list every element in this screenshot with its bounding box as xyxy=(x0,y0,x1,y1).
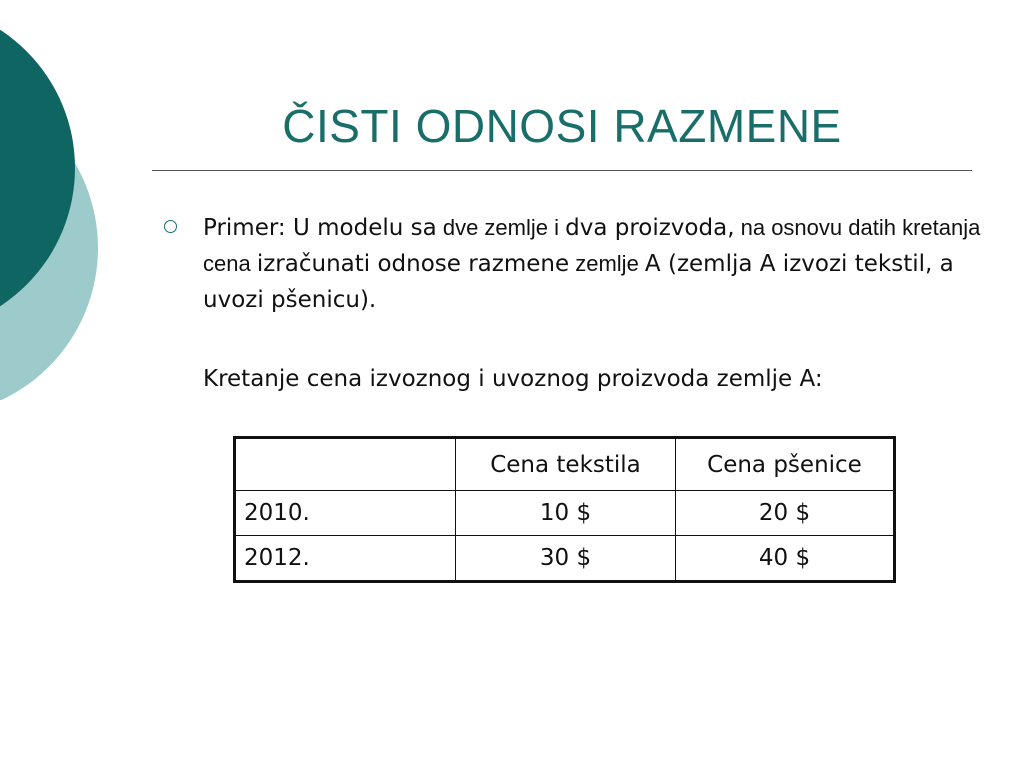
header-cell: Cena tekstila xyxy=(456,438,676,491)
year-cell: 2010. xyxy=(235,491,456,536)
bullet-paragraph xyxy=(203,210,983,318)
table-row xyxy=(235,491,895,536)
slide-title: ČISTI ODNOSI RAZMENE xyxy=(282,100,842,152)
text-run: izračunati odnose razmene xyxy=(256,251,570,277)
text-run: Primer: U modelu sa xyxy=(203,215,437,241)
decorative-circles xyxy=(0,0,110,400)
title-divider xyxy=(152,170,972,171)
wheat-price-cell: 40 $ xyxy=(676,536,895,582)
table-intro-text: Kretanje cena izvoznog i uvoznog proizvoda zemlje A: xyxy=(203,366,823,392)
wheat-price-cell: 20 $ xyxy=(676,491,895,536)
table-header-row xyxy=(235,438,895,491)
hollow-circle-bullet-icon xyxy=(164,220,177,233)
text-run: A (zemlja A izvozi tekstil, a uvozi pšenicu). xyxy=(203,251,954,313)
textile-price-cell: 30 $ xyxy=(456,536,676,582)
text-run: dva proizvoda, xyxy=(565,215,735,241)
year-cell: 2012. xyxy=(235,536,456,582)
textile-price-cell: 10 $ xyxy=(456,491,676,536)
price-table xyxy=(233,436,896,583)
text-run: na osnovu datih kretanja cena xyxy=(203,215,981,276)
header-cell xyxy=(235,438,456,491)
text-run: dve zemlje i xyxy=(436,215,566,240)
text-run: zemlje xyxy=(569,251,645,276)
table-row xyxy=(235,536,895,582)
header-cell: Cena pšenice xyxy=(676,438,895,491)
